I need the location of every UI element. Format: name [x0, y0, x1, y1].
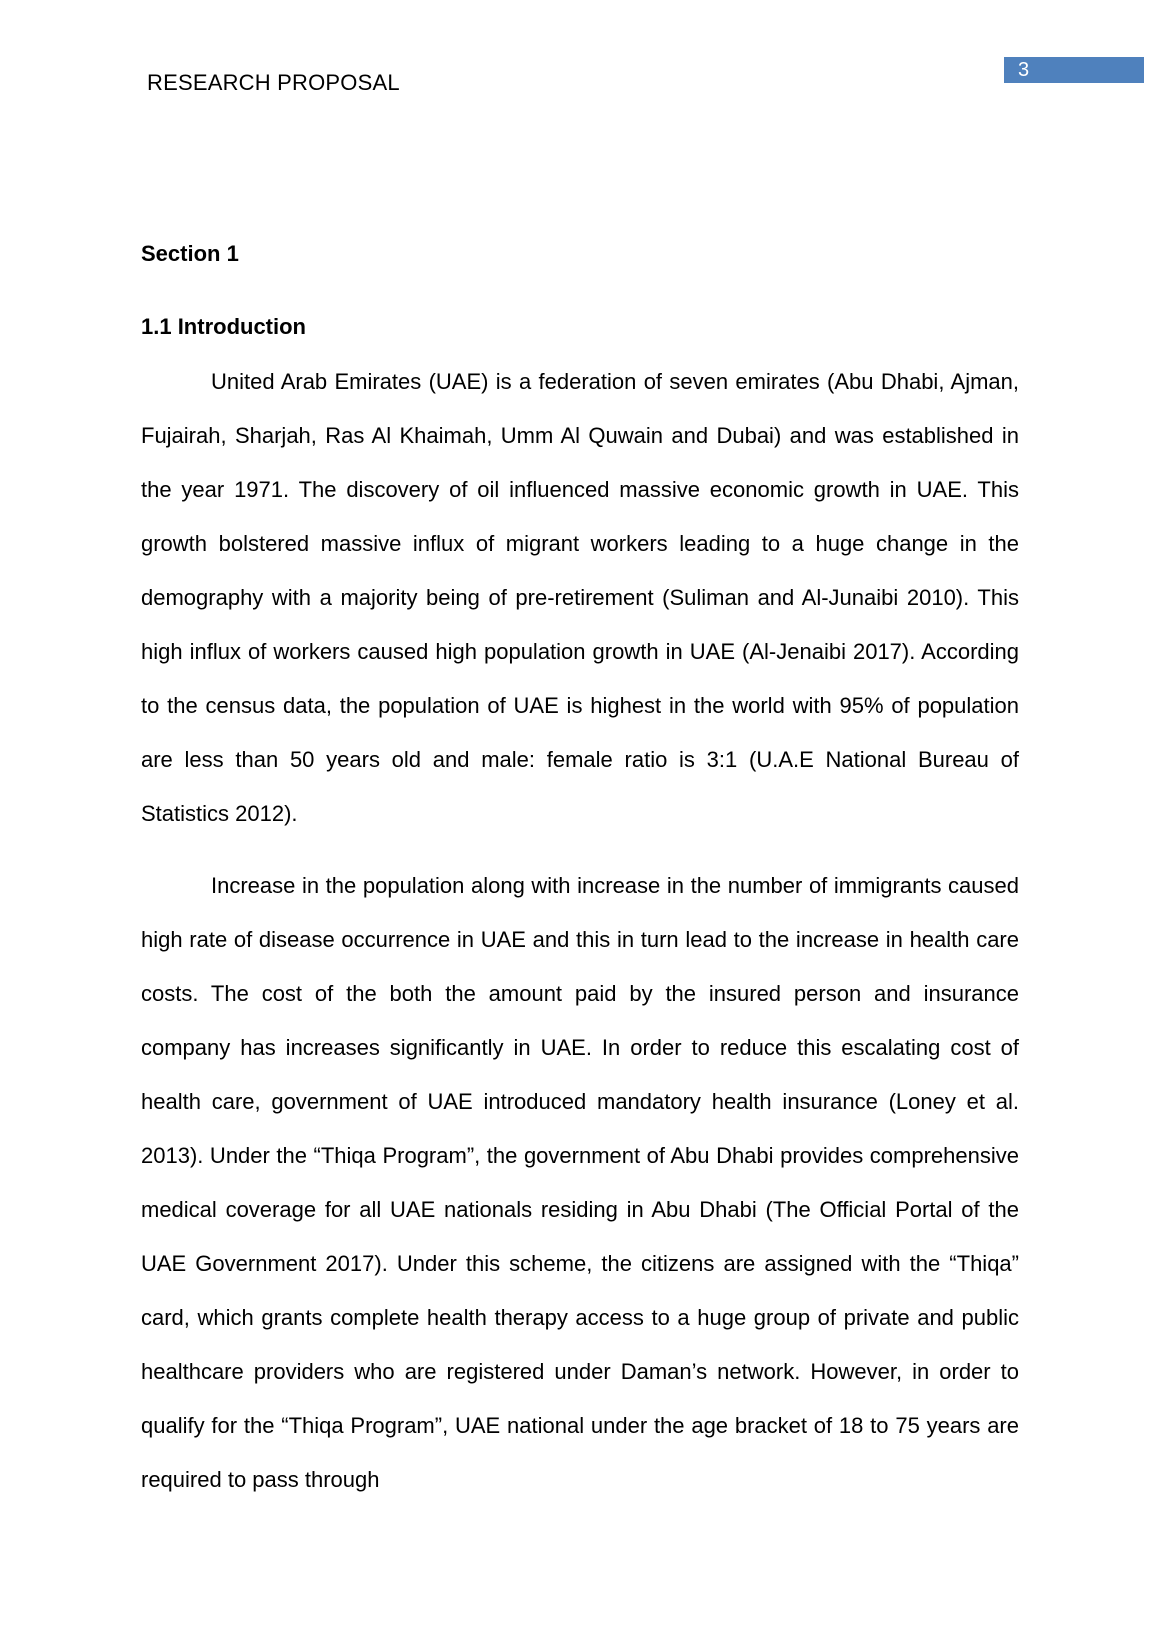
subsection-title: 1.1 Introduction	[141, 314, 306, 339]
paragraph-2: Increase in the population along with increase in the number of immigrants caused high rate of disease occurrence in UAE and this in turn lead to the increase in health care costs. The cost of the both the amount paid by the insured person and insurance company has increases significantly in UAE. In order to reduce this escalating cost of health care, government of UAE introduced mandatory health insurance (Loney et al. 2013). Under the “Thiqa Program”, the government of Abu Dhabi provides comprehensive medical coverage for all UAE nationals residing in Abu Dhabi (The Official Portal of the UAE Government 2017). Under this scheme, the citizens are assigned with the “Thiqa” card, which grants complete health therapy access to a huge group of private and public healthcare providers who are registered under Daman’s network. However, in order to qualify for the “Thiqa Program”, UAE national under the age bracket of 18 to 75 years are required to pass through	[141, 873, 1019, 1492]
running-head: RESEARCH PROPOSAL	[147, 70, 400, 95]
page-number: 3	[1018, 59, 1030, 81]
page-number-badge	[1004, 57, 1144, 83]
paragraph-1: United Arab Emirates (UAE) is a federation of seven emirates (Abu Dhabi, Ajman, Fujairah, Sharjah, Ras Al Khaimah, Umm Al Quwain and Dubai) and was established in the year 1971. The discovery of oil influenced massive economic growth in UAE. This growth bolstered massive influx of migrant workers leading to a huge change in the demography with a majority being of pre-retirement (Suliman and Al-Junaibi 2010). This high influx of workers caused high population growth in UAE (Al-Jenaibi 2017). According to the census data, the population of UAE is highest in the world with 95% of population are less than 50 years old and male: female ratio is 3:1 (U.A.E National Bureau of Statistics 2012).	[141, 369, 1019, 826]
section-title: Section 1	[141, 241, 239, 266]
